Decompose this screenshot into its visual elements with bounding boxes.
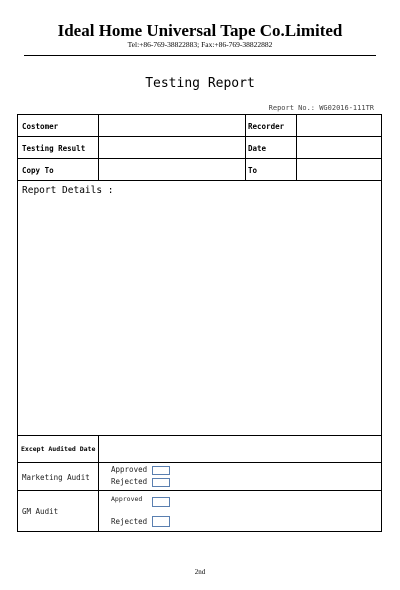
except-audited-date-label: Except Audited Date (21, 445, 96, 453)
customer-label: Costomer (22, 122, 59, 131)
date-label: Date (248, 144, 267, 153)
report-form (17, 114, 382, 532)
page-number: 2nd (194, 568, 206, 576)
marketing-rejected-checkbox[interactable] (152, 478, 170, 487)
header-divider (24, 55, 376, 56)
to-field[interactable] (297, 159, 381, 180)
gm-approved-checkbox[interactable] (152, 497, 170, 507)
company-name: Ideal Home Universal Tape Co.Limited (57, 21, 343, 40)
copy-to-label: Copy To (22, 166, 54, 175)
company-contact: Tel:+86-769-38822883; Fax:+86-769-38822882 (127, 40, 273, 49)
column-divider (245, 115, 246, 180)
marketing-rejected-label: Rejected (111, 477, 148, 486)
testing-result-label: Testing Result (22, 144, 86, 153)
recorder-field[interactable] (297, 115, 381, 136)
row-divider (18, 180, 381, 181)
report-details-area[interactable] (18, 199, 381, 435)
report-number: Report No.: WG02016-111TR (268, 104, 374, 112)
gm-approved-label: Approved (111, 495, 143, 503)
row-divider (18, 490, 381, 491)
marketing-approved-label: Approved (111, 465, 148, 474)
report-details-label: Report Details : (22, 185, 114, 196)
gm-rejected-label: Rejected (111, 517, 148, 526)
to-label: To (248, 166, 258, 175)
row-divider (18, 462, 381, 463)
gm-audit-label: GM Audit (22, 507, 59, 516)
recorder-label: Recorder (248, 122, 285, 131)
copy-to-field[interactable] (99, 159, 245, 180)
marketing-audit-label: Marketing Audit (22, 473, 90, 482)
marketing-approved-checkbox[interactable] (152, 466, 170, 475)
customer-field[interactable] (99, 115, 245, 136)
testing-result-field[interactable] (99, 137, 245, 158)
report-title: Testing Report (145, 76, 255, 91)
date-field[interactable] (297, 137, 381, 158)
gm-rejected-checkbox[interactable] (152, 516, 170, 527)
except-audited-date-field[interactable] (99, 436, 381, 462)
